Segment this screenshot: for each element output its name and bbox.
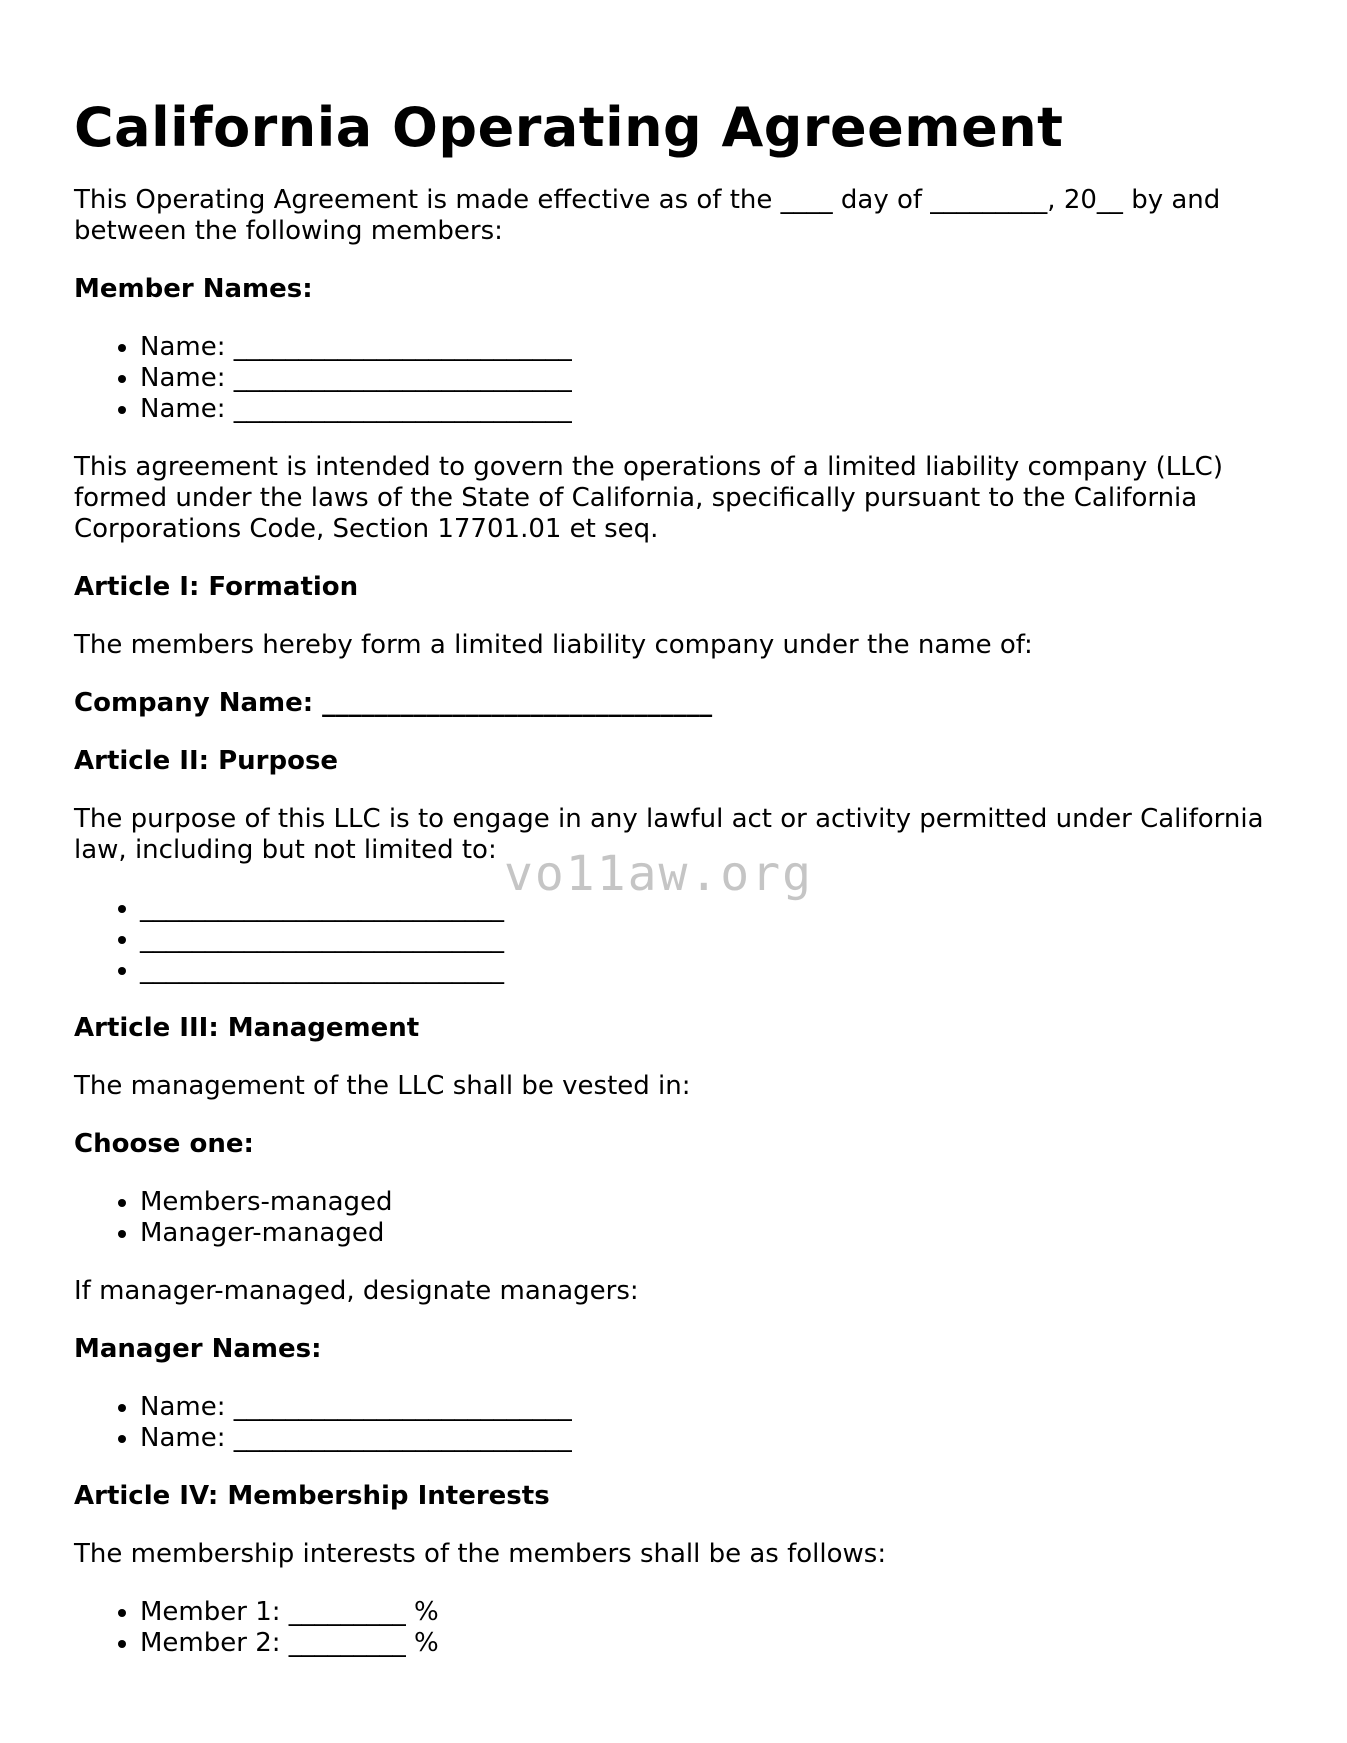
list-item: • Member 2: _________ %: [140, 1628, 1284, 1659]
article-3-text: The management of the LLC shall be vested in:: [74, 1071, 691, 1101]
article-4-text: The membership interests of the members shall be as follows:: [74, 1539, 887, 1569]
govern-paragraph: This agreement is intended to govern the operations of a limited liability company (LLC) formed under the laws of the State of California, specifically pursuant to the California Corporations Code, Section 17701.01 et seq.: [74, 452, 1223, 544]
document-page: [74, 95, 1284, 1686]
list-item: • ____________________________: [140, 955, 1284, 986]
membership-interests-list: [74, 1597, 1284, 1659]
article-2-heading: Article II: Purpose: [74, 746, 339, 776]
list-item: • Name: __________________________: [140, 1423, 1284, 1454]
choose-one-label: Choose one:: [74, 1129, 254, 1159]
document-title: California Operating Agreement: [74, 96, 1064, 159]
list-item: • Manager-managed: [140, 1218, 1284, 1249]
manager-names-label: Manager Names:: [74, 1334, 322, 1364]
article-3-heading: Article III: Management: [74, 1013, 420, 1043]
member-names-list: [74, 332, 1284, 425]
list-item: • Name: __________________________: [140, 1392, 1284, 1423]
manager-names-list: [74, 1392, 1284, 1454]
member-names-label: Member Names:: [74, 274, 313, 304]
list-item: • ____________________________: [140, 893, 1284, 924]
watermark: vo11aw.org: [504, 846, 813, 902]
article-4-heading: Article IV: Membership Interests: [74, 1481, 550, 1511]
designate-managers-text: If manager-managed, designate managers:: [74, 1276, 639, 1306]
article-1-text: The members hereby form a limited liability company under the name of:: [74, 630, 1033, 660]
list-item: • Name: __________________________: [140, 332, 1284, 363]
management-options-list: [74, 1187, 1284, 1249]
list-item: • Member 1: _________ %: [140, 1597, 1284, 1628]
list-item: • ____________________________: [140, 924, 1284, 955]
list-item: • Members-managed: [140, 1187, 1284, 1218]
purpose-list: [74, 893, 1284, 986]
article-1-heading: Article I: Formation: [74, 572, 359, 602]
article-2-text: The purpose of this LLC is to engage in any lawful act or activity permitted under California law, including but not limited to:: [74, 804, 1264, 865]
company-name-field: Company Name: ______________________________: [74, 688, 713, 718]
list-item: • Name: __________________________: [140, 363, 1284, 394]
list-item: • Name: __________________________: [140, 394, 1284, 425]
intro-paragraph: This Operating Agreement is made effective as of the ____ day of _________, 20__ by and between the following members:: [74, 185, 1221, 246]
